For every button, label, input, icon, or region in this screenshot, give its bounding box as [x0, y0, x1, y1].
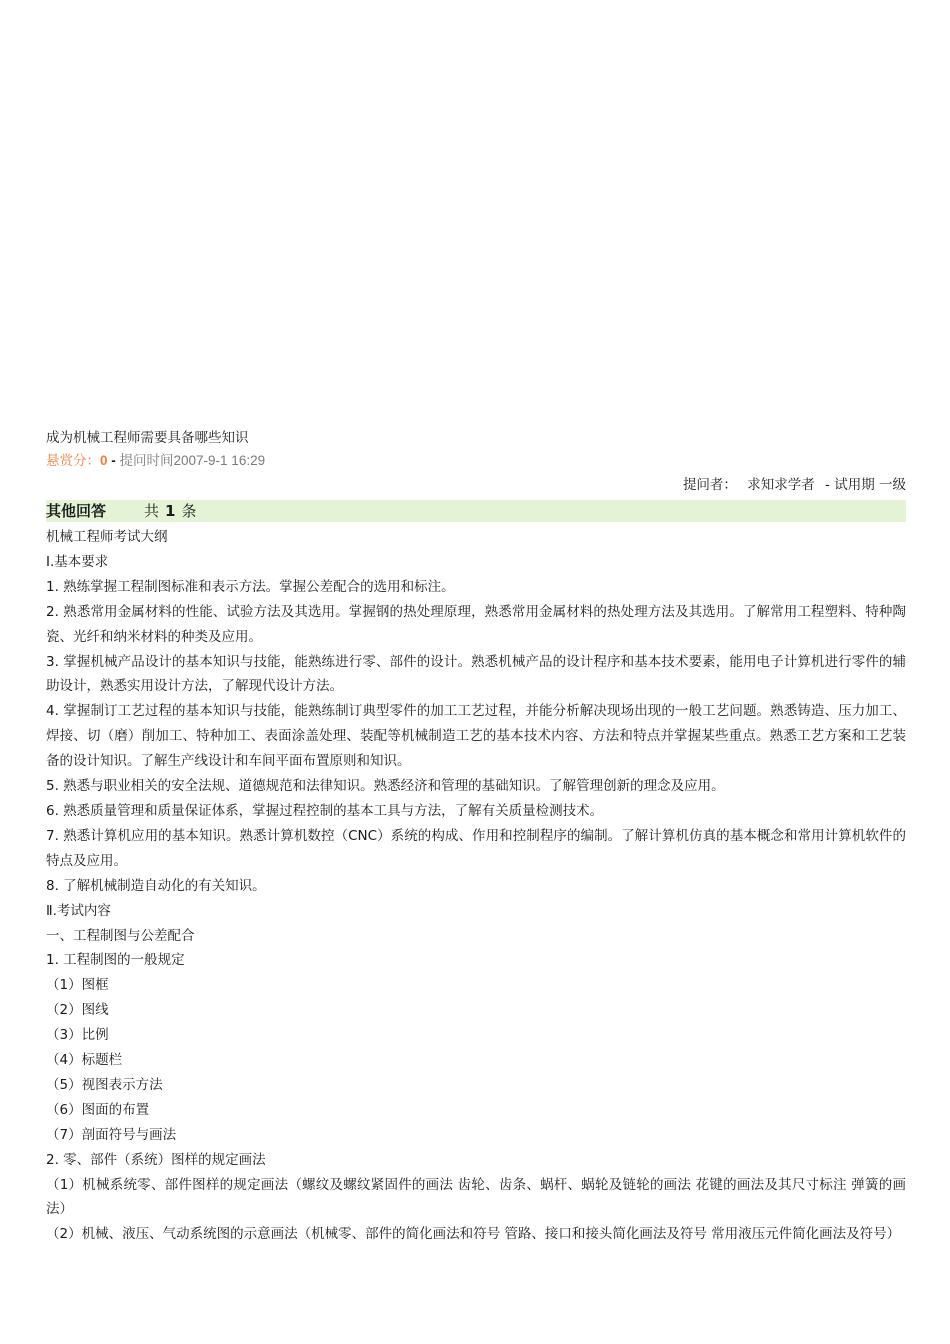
answers-header-bar: [46, 500, 906, 522]
answers-count-suffix: 条: [181, 502, 197, 520]
meta-separator: -: [107, 453, 120, 468]
answer-line: 一、工程制图与公差配合: [46, 927, 195, 944]
answer-line: 6. 熟悉质量管理和质量保证体系，掌握过程控制的基本工具与方法，了解有关质量检测技术。: [46, 802, 604, 819]
answer-line: （1）图框: [46, 977, 109, 994]
asker-label: 提问者：: [682, 477, 737, 493]
answer-line: 3. 掌握机械产品设计的基本知识与技能，能熟练进行零、部件的设计。熟悉机械产品的设计程序和基本技术要素，能用电子计算机进行零件的辅助设计，熟悉实用设计方法，了解现代设计方法。: [46, 653, 906, 695]
answers-heading: 其他回答: [46, 502, 107, 520]
answer-line: 7. 熟悉计算机应用的基本知识。熟悉计算机数控（CNC）系统的构成、作用和控制程序的编制。了解计算机仿真的基本概念和常用计算机软件的特点及应用。: [46, 827, 906, 869]
answer-line: （7）剖面符号与画法: [46, 1126, 177, 1143]
asker-info: [46, 475, 906, 495]
asker-level: - 试用期 一级: [825, 477, 906, 493]
answer-line: Ⅰ.基本要求: [46, 553, 109, 570]
answer-line: Ⅱ.考试内容: [46, 902, 111, 919]
answer-line: （4）标题栏: [46, 1052, 123, 1069]
answer-line: 机械工程师考试大纲: [46, 529, 168, 545]
answer-line: 8. 了解机械制造自动化的有关知识。: [46, 877, 266, 894]
answers-count: 1: [165, 502, 176, 520]
answer-line: 1. 熟练掌握工程制图标准和表示方法。掌握公差配合的选用和标注。: [46, 578, 455, 595]
answer-line: 1. 工程制图的一般规定: [46, 952, 185, 969]
time-value: 2007-9-1 16:29: [173, 453, 266, 468]
answer-line: （1）机械系统零、部件图样的规定画法（螺纹及螺纹紧固件的画法 齿轮、齿条、蜗杆、蜗轮及链轮的画法 花键的画法及其尺寸标注 弹簧的画法）: [46, 1176, 906, 1218]
answer-line: （3）比例: [46, 1027, 109, 1044]
document-page: [46, 428, 906, 1247]
question-meta: [46, 451, 906, 471]
time-label: 提问时间: [119, 453, 174, 468]
answer-line: 2. 熟悉常用金属材料的性能、试验方法及其选用。掌握钢的热处理原理，熟悉常用金属材料的热处理方法及其选用。了解常用工程塑料、特种陶瓷、光纤和纳米材料的种类及应用。: [46, 603, 906, 645]
answer-body: [46, 525, 906, 1247]
asker-name[interactable]: 求知求学者: [747, 477, 815, 493]
answer-line: 2. 零、部件（系统）图样的规定画法: [46, 1151, 266, 1168]
question-title: 成为机械工程师需要具备哪些知识: [46, 430, 249, 446]
answer-line: （5）视图表示方法: [46, 1076, 163, 1093]
answer-line: （2）机械、液压、气动系统图的示意画法（机械零、部件的简化画法和符号 管路、接口和接头简化画法及符号 常用液压元件简化画法及符号）: [46, 1226, 901, 1243]
answer-line: 5. 熟悉与职业相关的安全法规、道德规范和法律知识。熟悉经济和管理的基础知识。了解管理创新的理念及应用。: [46, 778, 725, 795]
answer-line: （6）图面的布置: [46, 1101, 150, 1118]
answer-line: （2）图线: [46, 1002, 109, 1019]
answers-count-prefix: 共: [144, 502, 160, 520]
answer-line: 4. 掌握制订工艺过程的基本知识与技能，能熟练制订典型零件的加工工艺过程，并能分析解决现场出现的一般工艺问题。熟悉铸造、压力加工、焊接、切（磨）削加工、特种加工、表面涂盖处理、装配等机械制造工艺的基本技术内容、方法和特点并掌握某些重点。熟悉工艺方案和工艺装备的设计知识。了解生产线设计和车间平面布置原则和知识。: [46, 703, 906, 770]
reward-value: 0: [100, 453, 108, 468]
reward-label: 悬赏分：: [46, 453, 100, 468]
